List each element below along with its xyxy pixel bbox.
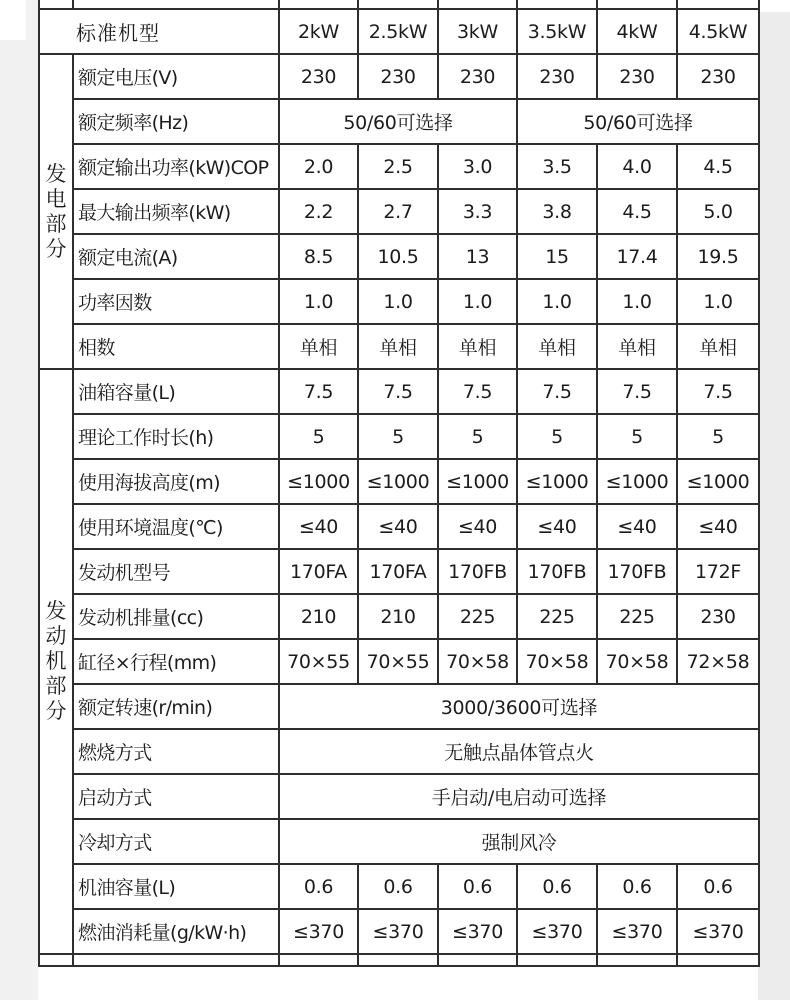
spec-row-label: 功率因数 bbox=[73, 279, 279, 324]
spec-row bbox=[39, 189, 759, 234]
table-cell bbox=[358, 954, 438, 966]
model-header-cell: 3kW bbox=[438, 9, 517, 54]
table-cell bbox=[358, 0, 438, 9]
section-label-char: 部 bbox=[45, 211, 67, 236]
spec-value-cell: 5 bbox=[279, 414, 358, 459]
spec-value-cell: 70×58 bbox=[517, 639, 597, 684]
spec-value-cell: ≤40 bbox=[358, 504, 438, 549]
spec-value-cell: 1.0 bbox=[517, 279, 597, 324]
section-label-text bbox=[40, 599, 72, 724]
spec-row-label: 燃油消耗量(g/kW·h) bbox=[73, 909, 279, 954]
table-row-top-cut bbox=[39, 0, 759, 9]
spec-value-cell: 225 bbox=[597, 594, 677, 639]
spec-value-cell: ≤40 bbox=[279, 504, 358, 549]
spec-value-cell: 172F bbox=[677, 549, 759, 594]
model-header-cell: 2.5kW bbox=[358, 9, 438, 54]
spec-value-cell: ≤370 bbox=[358, 909, 438, 954]
spec-value-cell: 5.0 bbox=[677, 189, 759, 234]
spec-value-cell: 2.0 bbox=[279, 144, 358, 189]
spec-value-cell: 225 bbox=[517, 594, 597, 639]
model-header-label: 标准机型 bbox=[39, 9, 279, 54]
spec-value-cell: ≤40 bbox=[597, 504, 677, 549]
section-label-char: 发 bbox=[45, 599, 67, 623]
spec-row-label: 额定输出功率(kW)COP bbox=[73, 144, 279, 189]
spec-span-cell: 强制风冷 bbox=[279, 819, 759, 864]
spec-value-cell: 5 bbox=[677, 414, 759, 459]
spec-value-cell: 1.0 bbox=[279, 279, 358, 324]
spec-value-cell: 4.0 bbox=[597, 144, 677, 189]
background-right-top bbox=[758, 0, 790, 12]
header-row bbox=[39, 9, 759, 54]
spec-row-label: 理论工作时长(h) bbox=[73, 414, 279, 459]
spec-value-cell: ≤370 bbox=[597, 909, 677, 954]
table-cell bbox=[517, 0, 597, 9]
spec-value-cell: 7.5 bbox=[517, 369, 597, 414]
spec-value-cell: 7.5 bbox=[358, 369, 438, 414]
table-cell bbox=[597, 954, 677, 966]
spec-value-cell: 单相 bbox=[677, 324, 759, 369]
spec-row-label: 冷却方式 bbox=[73, 819, 279, 864]
spec-row-label: 燃烧方式 bbox=[73, 729, 279, 774]
spec-row bbox=[39, 459, 759, 504]
spec-value-cell: 170FB bbox=[597, 549, 677, 594]
spec-value-cell: 170FB bbox=[438, 549, 517, 594]
spec-value-cell: ≤40 bbox=[517, 504, 597, 549]
table-cell bbox=[73, 954, 279, 966]
spec-row bbox=[39, 324, 759, 369]
spec-row bbox=[39, 684, 759, 729]
spec-table-body bbox=[39, 0, 759, 966]
spec-value-cell: 7.5 bbox=[438, 369, 517, 414]
spec-row-label: 使用环境温度(℃) bbox=[73, 504, 279, 549]
section-label-char: 分 bbox=[45, 699, 67, 723]
spec-value-cell: ≤370 bbox=[438, 909, 517, 954]
spec-row-label: 发动机型号 bbox=[73, 549, 279, 594]
spec-value-cell: 13 bbox=[438, 234, 517, 279]
spec-value-cell: 3.0 bbox=[438, 144, 517, 189]
spec-value-cell: 230 bbox=[677, 54, 759, 99]
spec-value-cell: 230 bbox=[677, 594, 759, 639]
section-label bbox=[39, 369, 73, 954]
spec-value-cell: 0.6 bbox=[279, 864, 358, 909]
section-label-char: 电 bbox=[45, 186, 67, 211]
spec-value-cell: 2.5 bbox=[358, 144, 438, 189]
spec-value-cell: 3.5 bbox=[517, 144, 597, 189]
model-header-cell: 4kW bbox=[597, 9, 677, 54]
spec-value-cell: 230 bbox=[279, 54, 358, 99]
table-cell bbox=[517, 954, 597, 966]
spec-value-cell: 0.6 bbox=[597, 864, 677, 909]
spec-value-cell: 0.6 bbox=[438, 864, 517, 909]
table-cell bbox=[279, 0, 358, 9]
section-label-char: 部 bbox=[45, 674, 67, 698]
spec-value-cell: ≤1000 bbox=[677, 459, 759, 504]
table-cell bbox=[73, 0, 279, 9]
spec-row-label: 缸径×行程(mm) bbox=[73, 639, 279, 684]
spec-value-cell: 7.5 bbox=[597, 369, 677, 414]
spec-row-label: 最大输出频率(kW) bbox=[73, 189, 279, 234]
spec-row-label: 额定电压(V) bbox=[73, 54, 279, 99]
spec-value-cell: 210 bbox=[279, 594, 358, 639]
table-cell bbox=[39, 954, 73, 966]
table-cell bbox=[39, 0, 73, 9]
table-cell bbox=[279, 954, 358, 966]
spec-value-cell: ≤370 bbox=[677, 909, 759, 954]
spec-value-cell: ≤1000 bbox=[597, 459, 677, 504]
model-header-cell: 2kW bbox=[279, 9, 358, 54]
table-row-bottom-cut bbox=[39, 954, 759, 966]
spec-value-cell: 1.0 bbox=[597, 279, 677, 324]
spec-row bbox=[39, 504, 759, 549]
section-label-char: 分 bbox=[45, 236, 67, 261]
spec-value-cell: 0.6 bbox=[677, 864, 759, 909]
spec-row bbox=[39, 729, 759, 774]
spec-value-cell: ≤40 bbox=[677, 504, 759, 549]
section-label-char: 发 bbox=[45, 161, 67, 186]
spec-value-cell: 230 bbox=[438, 54, 517, 99]
spec-value-cell: 7.5 bbox=[279, 369, 358, 414]
spec-row bbox=[39, 909, 759, 954]
spec-row bbox=[39, 414, 759, 459]
spec-value-cell: ≤1000 bbox=[517, 459, 597, 504]
spec-value-cell: 1.0 bbox=[438, 279, 517, 324]
spec-value-cell: 单相 bbox=[597, 324, 677, 369]
spec-value-cell: 单相 bbox=[279, 324, 358, 369]
spec-row-label: 使用海拔高度(m) bbox=[73, 459, 279, 504]
spec-value-cell: 0.6 bbox=[358, 864, 438, 909]
spec-value-cell: 19.5 bbox=[677, 234, 759, 279]
spec-value-cell: 230 bbox=[597, 54, 677, 99]
spec-value-cell: 170FB bbox=[517, 549, 597, 594]
spec-value-cell: 230 bbox=[517, 54, 597, 99]
spec-value-cell: 170FA bbox=[279, 549, 358, 594]
spec-row bbox=[39, 594, 759, 639]
spec-value-cell: 70×55 bbox=[358, 639, 438, 684]
spec-value-cell: 170FA bbox=[358, 549, 438, 594]
spec-value-cell: 单相 bbox=[358, 324, 438, 369]
spec-value-cell: 4.5 bbox=[677, 144, 759, 189]
model-header-cell: 3.5kW bbox=[517, 9, 597, 54]
spec-row bbox=[39, 144, 759, 189]
spec-value-cell: ≤1000 bbox=[358, 459, 438, 504]
spec-value-cell: 1.0 bbox=[677, 279, 759, 324]
table-cell bbox=[438, 954, 517, 966]
spec-value-cell: 17.4 bbox=[597, 234, 677, 279]
spec-value-cell: 3.8 bbox=[517, 189, 597, 234]
spec-value-cell: 单相 bbox=[438, 324, 517, 369]
section-label-text bbox=[40, 162, 72, 262]
spec-value-cell: 3.3 bbox=[438, 189, 517, 234]
spec-group-cell: 50/60可选择 bbox=[517, 99, 759, 144]
background-right-panel bbox=[758, 0, 790, 1000]
spec-value-cell: 10.5 bbox=[358, 234, 438, 279]
spec-row bbox=[39, 234, 759, 279]
spec-value-cell: 5 bbox=[438, 414, 517, 459]
spec-group-cell: 50/60可选择 bbox=[279, 99, 517, 144]
spec-value-cell: 70×55 bbox=[279, 639, 358, 684]
section-label-char: 动 bbox=[45, 624, 67, 648]
spec-row bbox=[39, 549, 759, 594]
spec-value-cell: ≤1000 bbox=[279, 459, 358, 504]
spec-row-label: 启动方式 bbox=[73, 774, 279, 819]
table-cell bbox=[677, 0, 759, 9]
spec-row bbox=[39, 774, 759, 819]
spec-row bbox=[39, 54, 759, 99]
background-left-panel bbox=[0, 0, 26, 40]
spec-row bbox=[39, 99, 759, 144]
table-cell bbox=[438, 0, 517, 9]
spec-row-label: 额定电流(A) bbox=[73, 234, 279, 279]
spec-value-cell: 4.5 bbox=[597, 189, 677, 234]
spec-row bbox=[39, 279, 759, 324]
spec-value-cell: 8.5 bbox=[279, 234, 358, 279]
spec-value-cell: ≤1000 bbox=[438, 459, 517, 504]
spec-value-cell: 2.7 bbox=[358, 189, 438, 234]
spec-value-cell: 7.5 bbox=[677, 369, 759, 414]
spec-value-cell: 210 bbox=[358, 594, 438, 639]
spec-value-cell: 70×58 bbox=[597, 639, 677, 684]
spec-value-cell: 2.2 bbox=[279, 189, 358, 234]
table-cell bbox=[677, 954, 759, 966]
spec-span-cell: 无触点晶体管点火 bbox=[279, 729, 759, 774]
spec-value-cell: 0.6 bbox=[517, 864, 597, 909]
spec-row-label: 机油容量(L) bbox=[73, 864, 279, 909]
table-cell bbox=[597, 0, 677, 9]
spec-row bbox=[39, 819, 759, 864]
spec-value-cell: 单相 bbox=[517, 324, 597, 369]
spec-value-cell: 70×58 bbox=[438, 639, 517, 684]
spec-table bbox=[38, 0, 760, 967]
spec-value-cell: 1.0 bbox=[358, 279, 438, 324]
spec-value-cell: ≤370 bbox=[517, 909, 597, 954]
spec-row-label: 额定转速(r/min) bbox=[73, 684, 279, 729]
spec-row-label: 发动机排量(cc) bbox=[73, 594, 279, 639]
spec-row-label: 相数 bbox=[73, 324, 279, 369]
spec-row-label: 油箱容量(L) bbox=[73, 369, 279, 414]
spec-value-cell: 5 bbox=[517, 414, 597, 459]
spec-value-cell: 72×58 bbox=[677, 639, 759, 684]
section-label-char: 机 bbox=[45, 649, 67, 673]
spec-value-cell: ≤370 bbox=[279, 909, 358, 954]
section-label bbox=[39, 54, 73, 369]
spec-value-cell: 5 bbox=[597, 414, 677, 459]
spec-value-cell: ≤40 bbox=[438, 504, 517, 549]
model-header-cell: 4.5kW bbox=[677, 9, 759, 54]
spec-span-cell: 3000/3600可选择 bbox=[279, 684, 759, 729]
spec-row bbox=[39, 369, 759, 414]
spec-span-cell: 手启动/电启动可选择 bbox=[279, 774, 759, 819]
spec-row bbox=[39, 639, 759, 684]
spec-value-cell: 5 bbox=[358, 414, 438, 459]
spec-value-cell: 230 bbox=[358, 54, 438, 99]
spec-value-cell: 225 bbox=[438, 594, 517, 639]
spec-row-label: 额定频率(Hz) bbox=[73, 99, 279, 144]
spec-value-cell: 15 bbox=[517, 234, 597, 279]
spec-row bbox=[39, 864, 759, 909]
